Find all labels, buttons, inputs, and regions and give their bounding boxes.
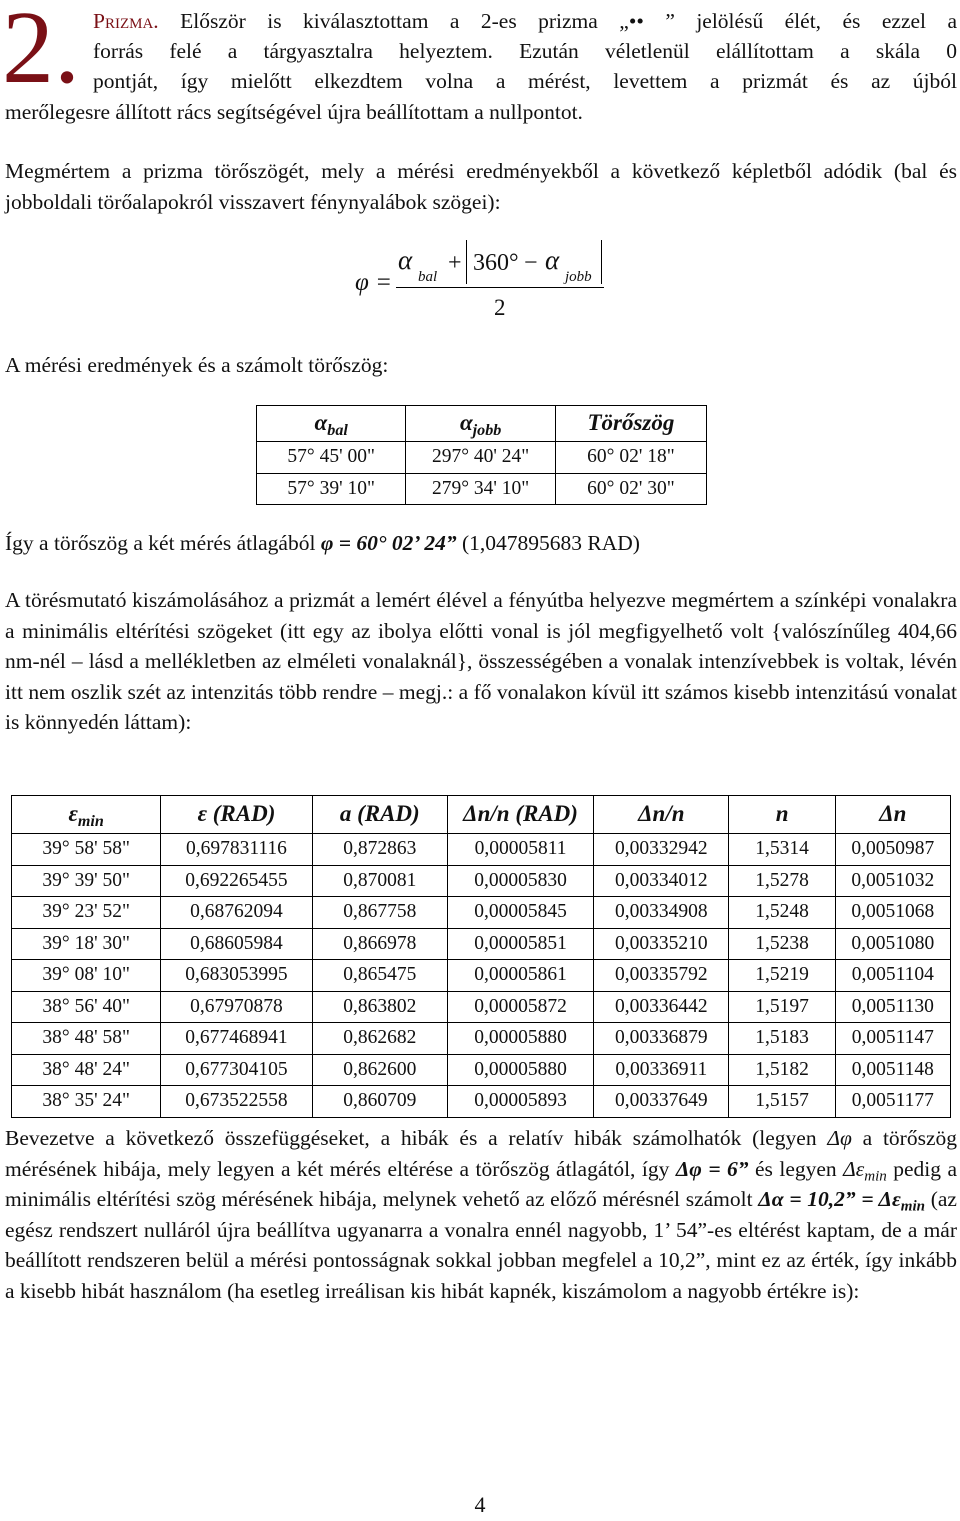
table-cell: 0,00336879 <box>594 1023 729 1055</box>
table-row <box>12 1086 951 1118</box>
table-cell: 0,00005861 <box>447 960 593 992</box>
table-cell: 0,677304105 <box>161 1054 312 1086</box>
table-cell: 279° 34' 10" <box>406 473 555 505</box>
result-line: Így a törőszög a két mérés átlagából φ = 60° 02’ 24” (1,047895683 RAD) <box>5 531 640 555</box>
formula-alpha-left: α <box>398 245 413 275</box>
table-cell: 0,00332942 <box>594 834 729 866</box>
table-cell: 1,5182 <box>729 1054 835 1086</box>
col-header-eps-min: $\varepsilon_{min}$ <box>12 796 161 834</box>
intro-line-2: forrás felé a tárgyasztalra helyeztem. Ezután véletlenül elállítottam a skála 0 <box>93 39 957 63</box>
formula-alpha-right: α <box>545 245 560 275</box>
table-cell: 39° 39' 50" <box>12 865 161 897</box>
table-cell: 0,00005880 <box>447 1054 593 1086</box>
table-cell: 1,5314 <box>729 834 835 866</box>
table-row <box>12 865 951 897</box>
refraction-table <box>11 795 951 1118</box>
table-row <box>12 897 951 929</box>
formula-sub-bal: bal <box>418 269 438 285</box>
table-cell: 0,0051130 <box>835 991 950 1023</box>
table1-caption: A mérési eredmények és a számolt törőszög: <box>5 353 389 377</box>
table-cell: 38° 56' 40" <box>12 991 161 1023</box>
col-header-alpha-bal: $\alpha_{bal}$ <box>257 406 406 442</box>
table-cell: 0,872863 <box>312 834 447 866</box>
fraction-line <box>396 287 604 288</box>
col-header-toroszog: Törőszög <box>555 406 706 442</box>
table-cell: 1,5157 <box>729 1086 835 1118</box>
table-row <box>12 928 951 960</box>
table-row <box>12 1023 951 1055</box>
delta-alpha-value: Δα = 10,2” = $\Delta\varepsilon_{min}$ <box>758 1187 926 1215</box>
table-cell: 1,5183 <box>729 1023 835 1055</box>
col-header-eps-rad: ε (RAD) <box>161 796 312 834</box>
table-cell: 0,692265455 <box>161 865 312 897</box>
table-cell: 297° 40' 24" <box>406 442 555 474</box>
table-row <box>257 442 707 474</box>
table-cell: 0,0051080 <box>835 928 950 960</box>
table-header-row <box>12 796 951 834</box>
table-cell: 0,00336442 <box>594 991 729 1023</box>
table-cell: 0,0051177 <box>835 1086 950 1118</box>
table-cell: 0,00335210 <box>594 928 729 960</box>
table-cell: 0,673522558 <box>161 1086 312 1118</box>
col-header-n: n <box>729 796 835 834</box>
table-cell: 60° 02' 18" <box>555 442 706 474</box>
table-cell: 0,862682 <box>312 1023 447 1055</box>
table-cell: 0,683053995 <box>161 960 312 992</box>
table-cell: 0,00334908 <box>594 897 729 929</box>
page-number: 4 <box>474 1492 486 1517</box>
paragraph-error: Bevezetve a következő összefüggéseket, a hibák és a relatív hibák számolhatók (legyen Δφ a törőszög mérésének hibája, mely legyen a két mérés eltérése a törőszög átlagától, így Δφ = 6” és legyen $\Delta\varepsilon_{min}$ pedig a minimális eltérítési szög mérésének hibája, melynek vehető az előző mérésnél számolt Δα = 10,2” = $\Delta\varepsilon_{min}$ (az egész rendszert nulláról újra beállítva ugyanarra a vonalra ennél nagyobb, 1’ 54”-es eltérést kaptam, de a már beállított rendszeren belül a mérési pontosságnak sokkal jobban megfelel a 10,2”, mint ez az érték, így inkább a kisebb hibát használom (ha esetleg irreálisan kis hibát kapnék, kiszámolom a nagyobb értékre is): <box>5 1126 957 1303</box>
table-cell: 60° 02' 30" <box>555 473 706 505</box>
table-cell: 38° 48' 24" <box>12 1054 161 1086</box>
table-cell: 57° 39' 10" <box>257 473 406 505</box>
abs-bar-left <box>466 240 467 284</box>
table-cell: 1,5197 <box>729 991 835 1023</box>
table-cell: 0,0051068 <box>835 897 950 929</box>
col-header-dn: Δn <box>835 796 950 834</box>
table-cell: 0,863802 <box>312 991 447 1023</box>
table-cell: 1,5219 <box>729 960 835 992</box>
delta-phi-value: Δφ = 6” <box>675 1156 749 1181</box>
formula-360: 360° <box>473 250 519 276</box>
table-cell: 0,00337649 <box>594 1086 729 1118</box>
table-cell: 0,677468941 <box>161 1023 312 1055</box>
delta-phi: Δφ <box>827 1126 852 1150</box>
table-cell: 0,870081 <box>312 865 447 897</box>
table-cell: 0,00005811 <box>447 834 593 866</box>
table-row <box>12 991 951 1023</box>
intro-line-1: Prizma. Először is kiválasztottam a 2-es prizma „•• ” jelölésű élét, és ezzel a <box>93 9 957 33</box>
table-cell: 0,00005845 <box>447 897 593 929</box>
table-row <box>12 834 951 866</box>
table-cell: 39° 18' 30" <box>12 928 161 960</box>
result-value: φ = 60° 02’ 24” <box>320 531 457 555</box>
table-cell: 0,697831116 <box>161 834 312 866</box>
table-cell: 0,00005893 <box>447 1086 593 1118</box>
table-cell: 39° 08' 10" <box>12 960 161 992</box>
table-cell: 57° 45' 00" <box>257 442 406 474</box>
formula-lhs: φ = <box>355 269 392 296</box>
table-cell: 0,00005851 <box>447 928 593 960</box>
col-header-dn-n: Δn/n <box>594 796 729 834</box>
section-number: 2. <box>2 0 80 105</box>
col-header-alpha-jobb: $\alpha_{jobb}$ <box>406 406 555 442</box>
table-cell: 0,00005872 <box>447 991 593 1023</box>
formula-minus: − <box>524 250 538 276</box>
delta-eps: $\Delta\varepsilon_{min}$ <box>843 1156 887 1184</box>
table-cell: 1,5278 <box>729 865 835 897</box>
angle-table <box>256 405 707 505</box>
col-header-dn-n-rad: Δn/n (RAD) <box>447 796 593 834</box>
table-cell: 39° 23' 52" <box>12 897 161 929</box>
table-cell: 0,862600 <box>312 1054 447 1086</box>
table-cell: 38° 48' 58" <box>12 1023 161 1055</box>
table-cell: 1,5238 <box>729 928 835 960</box>
table-cell: 0,867758 <box>312 897 447 929</box>
formula-denominator: 2 <box>494 295 506 320</box>
table-cell: 38° 35' 24" <box>12 1086 161 1118</box>
section-heading: Prizma. <box>93 9 159 33</box>
abs-bar-right <box>601 240 602 284</box>
table-cell: 1,5248 <box>729 897 835 929</box>
intro-line-4: merőlegesre állított rács segítségével újra beállítottam a nullpontot. <box>5 100 583 124</box>
table-cell: 39° 58' 58" <box>12 834 161 866</box>
table-cell: 0,0051104 <box>835 960 950 992</box>
table-row <box>257 473 707 505</box>
table-cell: 0,0050987 <box>835 834 950 866</box>
formula-plus: + <box>448 250 462 276</box>
formula-sub-jobb: jobb <box>565 269 592 285</box>
table-row <box>12 960 951 992</box>
table-cell: 0,0051147 <box>835 1023 950 1055</box>
table-cell: 0,00005830 <box>447 865 593 897</box>
table-cell: 0,67970878 <box>161 991 312 1023</box>
table-row <box>12 1054 951 1086</box>
table-cell: 0,00336911 <box>594 1054 729 1086</box>
table-cell: 0,860709 <box>312 1086 447 1118</box>
table-header-row <box>257 406 707 442</box>
table-cell: 0,865475 <box>312 960 447 992</box>
table-cell: 0,00334012 <box>594 865 729 897</box>
table-cell: 0,00005880 <box>447 1023 593 1055</box>
paragraph-refraction: A törésmutató kiszámolásához a prizmát a lemért élével a fényútba helyezve megmértem a színképi vonalakra a minimális eltérítési szögeket (itt egy az ibolya előtti vonal is jól megfigyelhető volt {valószínűleg 404,66 nm-nél – lásd a mellékletben az elméleti vonalaknál}, összességében a vonalak intenzívebbek is voltak, lévén itt nem oszlik szét az intenzitás több rendre – megj.: a fő vonalakon kívül itt számos kisebb intenzitású vonalat is könnyedén láttam): <box>5 588 957 734</box>
table-cell: 0,0051148 <box>835 1054 950 1086</box>
table-cell: 0,68762094 <box>161 897 312 929</box>
intro-line-3: pontját, így mielőtt elkezdtem volna a mérést, levettem a prizmát és az újból <box>93 69 957 93</box>
table-cell: 0,68605984 <box>161 928 312 960</box>
table-cell: 0,0051032 <box>835 865 950 897</box>
paragraph-measure: Megmértem a prizma törőszögét, mely a mérési eredményekből a következő képletből adódik (bal és jobboldali törőalapokról visszavert fénynyalábok szögei): <box>5 159 957 214</box>
refraction-table-body <box>12 834 951 1118</box>
table-cell: 0,866978 <box>312 928 447 960</box>
col-header-a-rad: a (RAD) <box>312 796 447 834</box>
table-cell: 0,00335792 <box>594 960 729 992</box>
